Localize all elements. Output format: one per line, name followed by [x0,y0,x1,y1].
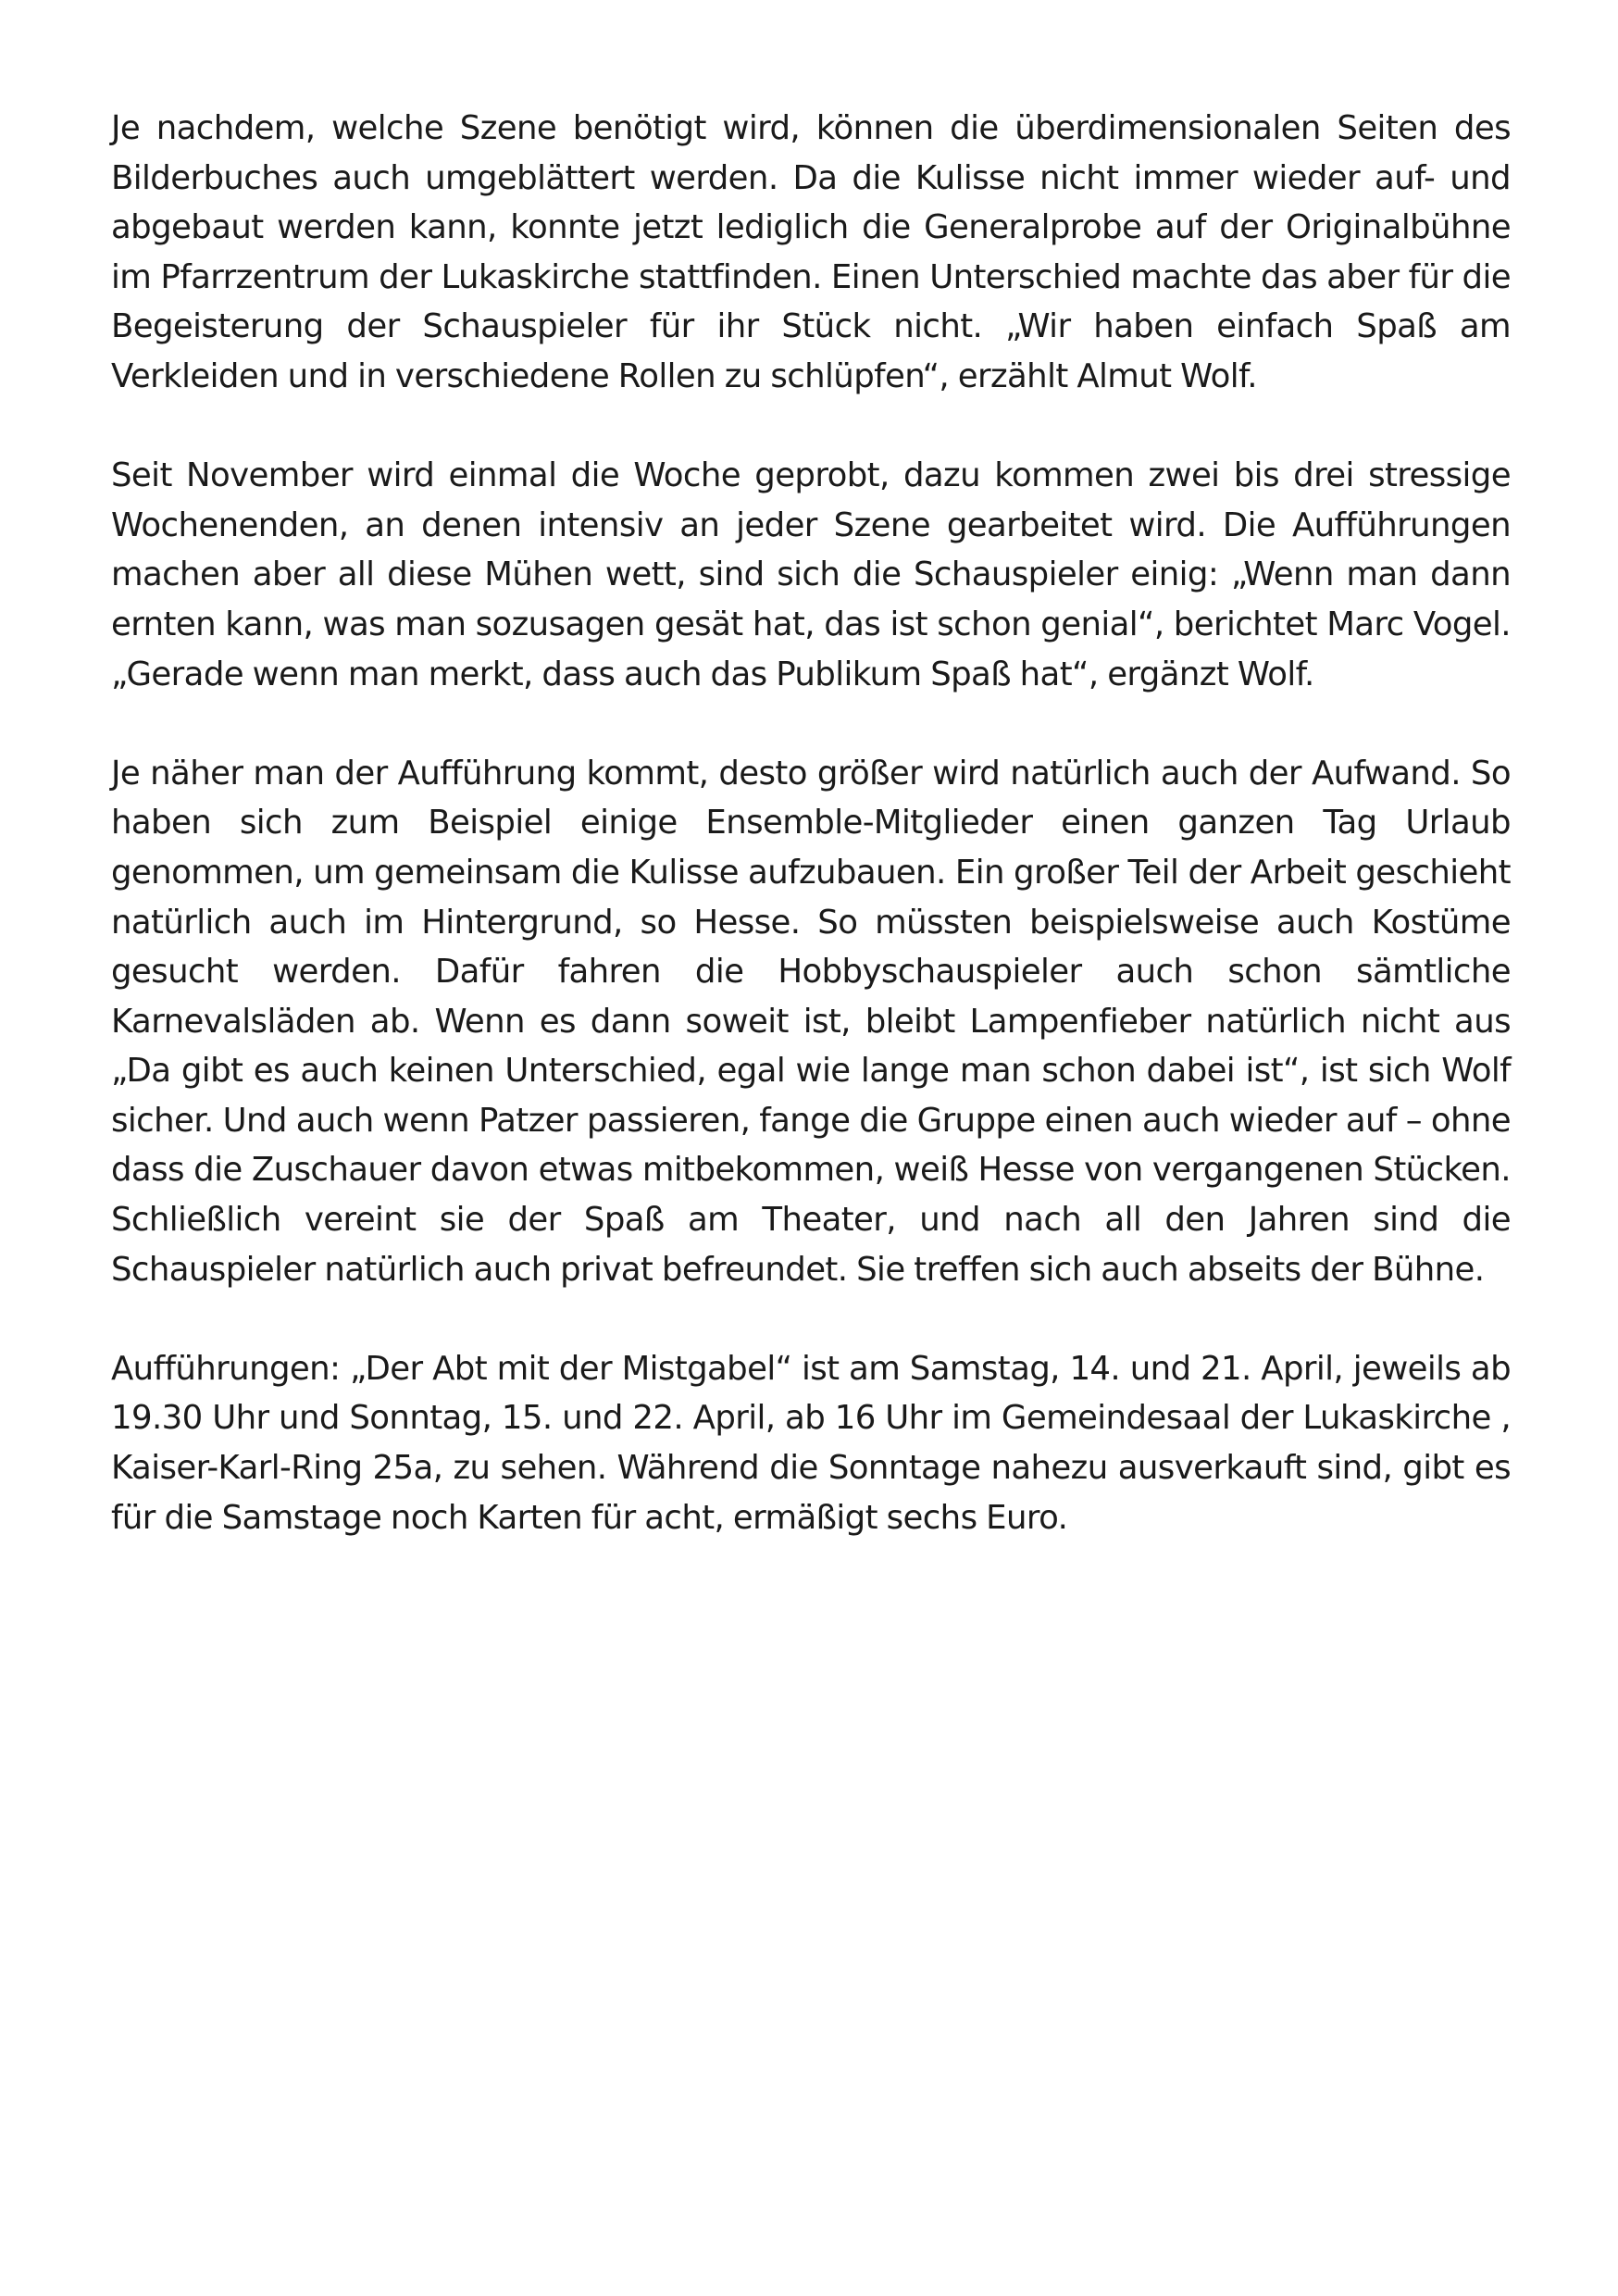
paragraph-preparation: Je näher man der Aufführung kommt, desto größer wird natürlich auch der Aufwand. So haben sich zum Beispiel einige Ensemble-Mitglieder einen ganzen Tag Urlaub genommen, um gemeinsam die Kulisse aufzubauen. Ein großer Teil der Arbeit geschieht natürlich auch im Hintergrund, so Hesse. So müssten beispielsweise auch Kostüme gesucht werden. Dafür fahren die Hobbyschauspieler auch schon sämtliche Karnevalsläden ab. Wenn es dann soweit ist, bleibt Lampenfieber natürlich nicht aus „Da gibt es auch keinen Unterschied, egal wie lange man schon dabei ist“, ist sich Wolf sicher. Und auch wenn Patzer passieren, fange die Gruppe einen auch wieder auf – ohne dass die Zuschauer davon etwas mitbekommen, weiß Hesse von vergangenen Stücken. Schließlich vereint sie der Spaß am Theater, und nach all den Jahren sind die Schauspieler natürlich auch privat befreundet. Sie treffen sich auch abseits der Bühne. [111,754,1511,1289]
article-body [111,104,1511,1592]
paragraph-performances: Aufführungen: „Der Abt mit der Mistgabel“ ist am Samstag, 14. und 21. April, jeweils ab 19.30 Uhr und Sonntag, 15. und 22. April, ab 16 Uhr im Gemeindesaal der Lukaskirche , Kaiser-Karl-Ring 25a, zu sehen. Während die Sonntage nahezu ausverkauft sind, gibt es für die Samstage noch Karten für acht, ermäßigt sechs Euro. [111,1349,1511,1537]
paragraph-rehearsal: Je nachdem, welche Szene benötigt wird, können die überdimensionalen Seiten des Bilderbuches auch umgeblättert werden. Da die Kulisse nicht immer wieder auf- und abgebaut werden kann, konnte jetzt lediglich die Generalprobe auf der Originalbühne im Pfarrzentrum der Lukaskirche stattfinden. Einen Unterschied machte das aber für die Begeisterung der Schauspieler für ihr Stück nicht. „Wir haben einfach Spaß am Verkleiden und in verschiedene Rollen zu schlüpfen“, erzählt Almut Wolf. [111,109,1511,395]
paragraph-schedule: Seit November wird einmal die Woche geprobt, dazu kommen zwei bis drei stressige Wochenenden, an denen intensiv an jeder Szene gearbeitet wird. Die Aufführungen machen aber all diese Mühen wett, sind sich die Schauspieler einig: „Wenn man dann ernten kann, was man sozusagen gesät hat, das ist schon genial“, berichtet Marc Vogel. „Gerade wenn man merkt, dass auch das Publikum Spaß hat“, ergänzt Wolf. [111,456,1511,693]
